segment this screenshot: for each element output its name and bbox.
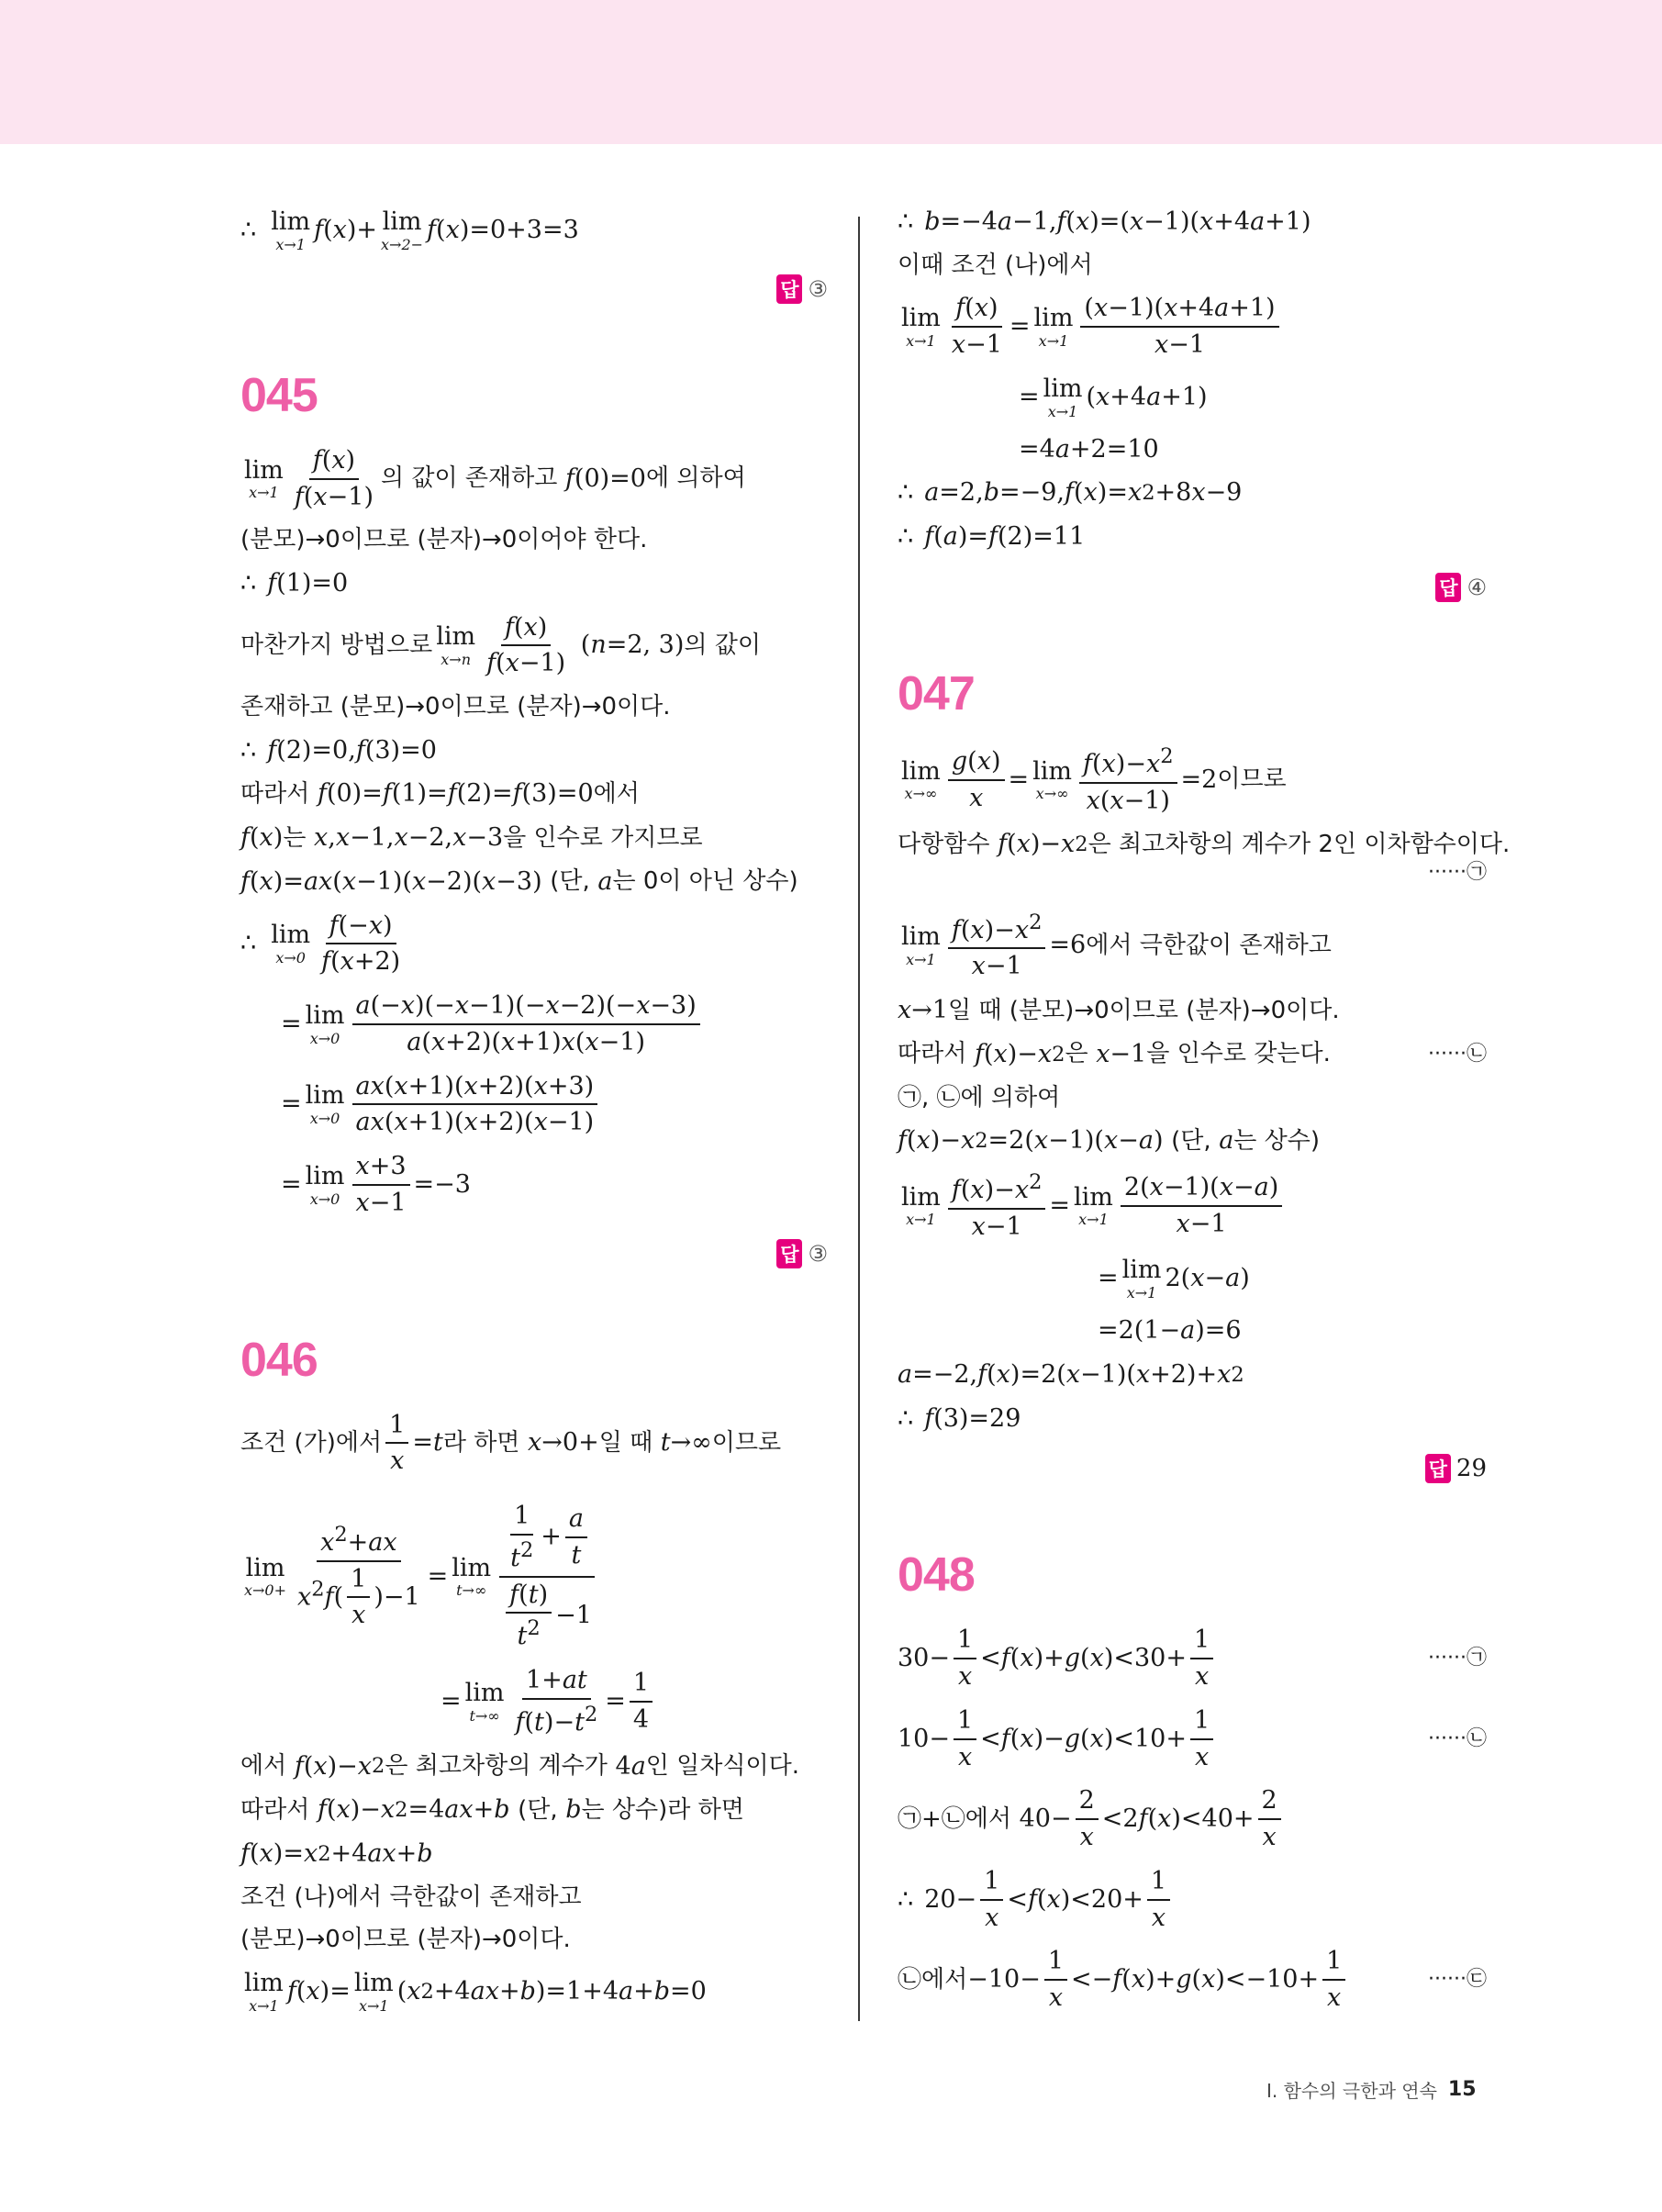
eq-line: = lim t→∞ $\frac{1+at}{f(t)-t^2}$ = $\frac{1}{4}$ xyxy=(240,1665,828,1738)
eq-line: a =−2, f ( x )=2( x −1)( x +2)+ x 2 xyxy=(898,1359,1244,1389)
text-line: (분모)→0이므로 (분자)→0이다. xyxy=(240,1926,571,1954)
eq-line: f ( x )= x 2 +4 ax + b xyxy=(240,1839,433,1868)
right-column xyxy=(898,207,1511,2014)
text-line: f ( x ) 는 x , x −1, x −2, x −3 을 인수로 가지므로 xyxy=(240,823,703,852)
text-line: ㉠, ㉡에 의하여 xyxy=(898,1083,1061,1112)
eq-line: 30− $\frac{1}{x}$ < f ( x )+ g ( x )<30+ $\frac{1}{x}$ ······㉠ xyxy=(898,1625,1487,1691)
text-line: 조건 (나)에서 극한값이 존재하고 xyxy=(240,1882,582,1911)
left-column xyxy=(240,207,828,2016)
text-line: 다항함수 f ( x )− x 2 은 최고차항의 계수가 2인 이차함수이다. xyxy=(898,830,1511,859)
page-footer xyxy=(1266,2076,1477,2103)
text-line: 따라서 f (0)= f (1)= f (2)= f (3)=0 에서 xyxy=(240,779,640,809)
eq-line: ∴ f ( a )= f (2)=11 xyxy=(898,522,1086,551)
eq-line: 10− $\frac{1}{x}$ < f ( x )− g ( x )<10+ $\frac{1}{x}$ ······㉡ xyxy=(898,1705,1487,1771)
answer-badge: 답 ④ xyxy=(898,573,1487,602)
eq-line: ∴ f (1)=0 xyxy=(240,568,349,598)
eq-line: lim x→1 $\frac{f(x)-x^2}{x-1}$ =6 에서 극한값이 존재하고 xyxy=(901,910,1332,981)
text-line: (분모)→0이므로 (분자)→0이어야 한다. xyxy=(240,526,648,554)
eq-line: ㉡에서 −10− $\frac{1}{x}$ <− f ( x )+ g ( x )<−10+ $\frac{1}{x}$ ······㉢ xyxy=(898,1947,1487,2012)
eq-line: = lim x→1 ( x +4 a +1) xyxy=(1019,374,1208,420)
eq-line: =4 a +2=10 xyxy=(1019,434,1159,464)
problem-number-048: 048 xyxy=(898,1548,975,1603)
eq-line: = lim x→0 $\frac{a(-x)(-x-1)(-x-2)(-x-3)}{a(x+2)(x+1)x(x-1)}$ xyxy=(240,990,828,1058)
eq-line: = lim x→0 $\frac{ax(x+1)(x+2)(x+3)}{ax(x+1)(x+2)(x-1)}$ xyxy=(240,1071,828,1139)
eq-line: ∴ f (3)=29 xyxy=(898,1403,1021,1433)
problem-number-047: 047 xyxy=(898,666,975,721)
text-line: 조건 (가)에서 $\frac{1}{x}$ = t 라 하면 x →0+ 일 때 t →∞ 이므로 xyxy=(240,1410,782,1476)
eq-line: ∴ f (2)=0, f (3)=0 xyxy=(240,735,437,765)
problem-number-045: 045 xyxy=(240,368,318,422)
eq-line: =2(1− a )=6 xyxy=(1098,1316,1242,1345)
eq-limit-sum: ∴ lim x→1 f ( x )+ lim x→2− f ( x )=0+3=3 xyxy=(240,207,579,253)
eq-line: ∴ lim x→0 $\frac{f(-x)}{f(x+2)}$ xyxy=(240,910,401,977)
answer-badge: 답 ③ xyxy=(240,274,828,304)
eq-line: ∴ a =2, b =−9, f ( x )= x 2 +8 x −9 xyxy=(898,478,1243,508)
top-color-band xyxy=(0,0,1662,144)
eq-line: ∴ b =−4 a −1, f ( x )=( x −1)( x +4 a +1) xyxy=(898,207,1311,236)
text-line: 이때 조건 (나)에서 xyxy=(898,251,1093,279)
text-line: 따라서 f ( x )− x 2 =4 ax + b (단, b 는 상수)라 하면 xyxy=(240,1795,744,1825)
text-line: lim x→1 $\frac{f(x)}{f(x-1)}$ 의 값이 존재하고 f (0)=0 에 의하여 xyxy=(244,445,746,511)
text-line: x →1 일 때 (분모)→0이므로 (분자)→0이다. xyxy=(898,996,1340,1024)
page-number: 15 xyxy=(1447,2078,1477,2101)
eq-line: lim x→1 $\frac{f(x)-x^2}{x-1}$ = lim x→1 $\frac{2(x-1)(x-a)}{x-1}$ xyxy=(898,1169,1487,1243)
answer-badge: 답 29 xyxy=(898,1454,1487,1483)
text-line: 존재하고 (분모)→0이므로 (분자)→0이다. xyxy=(240,693,671,721)
chapter-label: Ⅰ. 함수의 극한과 연속 xyxy=(1266,2080,1437,2102)
eq-line: lim x→∞ $\frac{g(x)}{x}$ = lim x→∞ $\frac{f(x)-x^2}{x(x-1)}$ =2 이므로 xyxy=(901,743,1287,815)
text-line: 마찬가지 방법으로 lim x→n $\frac{f(x)}{f(x-1)}$ ( n =2, 3) 의 값이 xyxy=(240,612,762,678)
eq-line: lim x→1 f ( x )= lim x→1 ( x 2 +4 ax + b )=1+4 a + b =0 xyxy=(244,1968,707,2015)
text-line: 에서 f ( x )− x 2 은 최고차항의 계수가 4 a 인 일차식이다. xyxy=(240,1751,800,1781)
eq-line: = lim x→0 $\frac{x+3}{x-1}$ =−3 xyxy=(281,1152,471,1217)
eq-line: ㉠+㉡에서 40− $\frac{2}{x}$ <2 f ( x )<40+ $\frac{2}{x}$ xyxy=(898,1785,1487,1853)
eq-line: lim x→1 $\frac{f(x)}{x-1}$ = lim x→1 $\frac{(x-1)(x+4a+1)}{x-1}$ xyxy=(898,293,1487,361)
eq-line: = lim x→1 2( x − a ) xyxy=(1098,1256,1250,1302)
text-line: ······㉠ xyxy=(1428,861,1487,884)
text-line: 따라서 f ( x )− x 2 은 x −1 을 인수로 갖는다. ······㉡ xyxy=(898,1039,1487,1068)
text-line: f ( x )= ax ( x −1)( x −2)( x −3) (단, a 는 0이 아닌 상수) xyxy=(240,866,798,896)
text-line: f ( x )− x 2 =2( x −1)( x − a ) (단, a 는 상수) xyxy=(898,1126,1321,1155)
column-divider xyxy=(858,217,860,2021)
eq-line: lim x→0+ $x^2+ax$ $x^2f$( $\frac{1}{x}$ )−1 = lim t→∞ $\frac{1}{t^2}$ + $\frac{a}{t}$ $\frac{f(t)}{t^2}$ −1 xyxy=(240,1501,828,1652)
problem-number-046: 046 xyxy=(240,1333,318,1387)
answer-badge: 답 ③ xyxy=(240,1239,828,1268)
eq-line: ∴ 20− $\frac{1}{x}$ < f ( x )<20+ $\frac{1}{x}$ xyxy=(898,1866,1487,1934)
